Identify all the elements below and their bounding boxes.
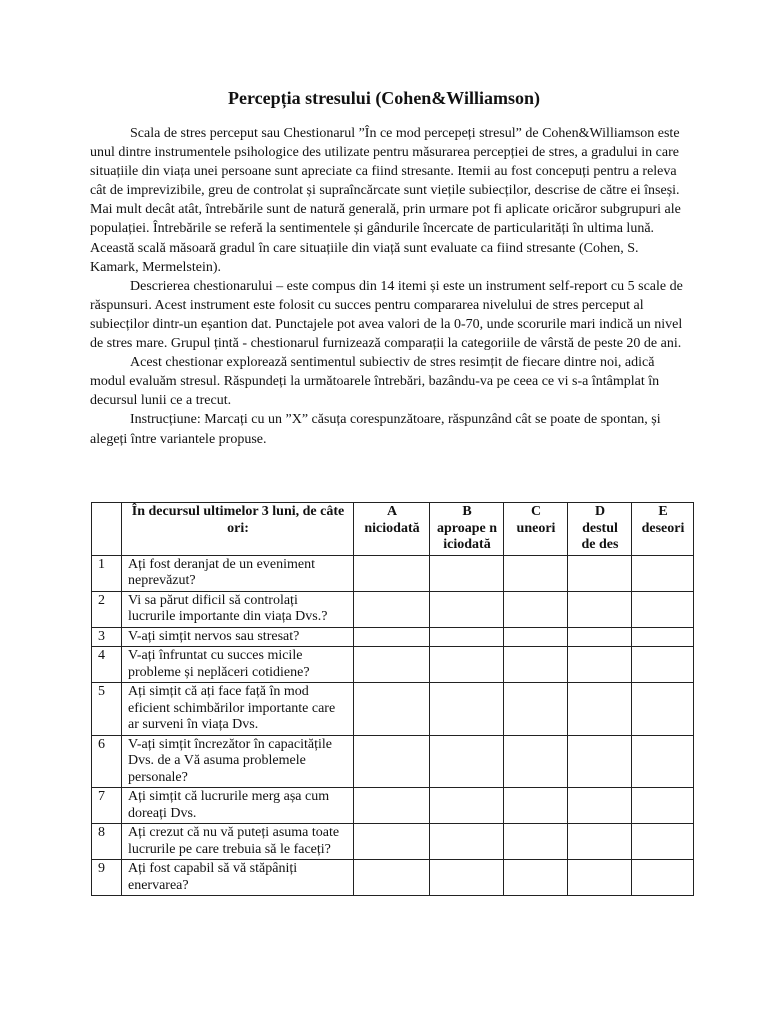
answer-cell-b[interactable]	[430, 683, 504, 736]
option-b-letter: B	[462, 504, 472, 519]
answer-cell-e[interactable]	[632, 555, 694, 591]
row-number: 9	[92, 860, 122, 896]
answer-cell-e[interactable]	[632, 824, 694, 860]
option-c-label: uneori	[516, 520, 556, 536]
answer-cell-c[interactable]	[504, 824, 568, 860]
header-option-c	[504, 503, 568, 556]
row-number: 7	[92, 788, 122, 824]
answer-cell-d[interactable]	[568, 788, 632, 824]
table-row	[92, 627, 694, 647]
header-option-b	[430, 503, 504, 556]
answer-cell-b[interactable]	[430, 555, 504, 591]
answer-cell-a[interactable]	[354, 860, 430, 896]
row-question: V-ați simțit nervos sau stresat?	[122, 627, 354, 647]
answer-cell-d[interactable]	[568, 683, 632, 736]
option-a-label: niciodată	[364, 520, 420, 536]
row-question: Ați crezut că nu vă puteți asuma toate lucrurile pe care trebuia să le faceți?	[122, 824, 354, 860]
option-a-letter: A	[386, 504, 398, 519]
row-question: V-ați simțit încrezător în capacitățile Dvs. de a Vă asuma problemele personale?	[122, 735, 354, 788]
answer-cell-c[interactable]	[504, 627, 568, 647]
survey-table	[91, 502, 694, 896]
row-question: Ați fost deranjat de un eveniment neprevăzut?	[122, 555, 354, 591]
row-question: Ați simțit că ați face față în mod eficient schimbărilor importante care ar surveni în viața Dvs.	[122, 683, 354, 736]
answer-cell-c[interactable]	[504, 647, 568, 683]
answer-cell-c[interactable]	[504, 788, 568, 824]
row-number: 6	[92, 735, 122, 788]
row-number: 1	[92, 555, 122, 591]
exploration-paragraph: Acest chestionar explorează sentimentul subiectiv de stres resimțit de fiecare dintre noi, adică modul evaluăm stresul. Răspundeți la următoarele întrebări, bazându-va pe ceea ce vi s-a întâmplat în decursul lunii ce a trecut.	[90, 355, 660, 409]
table-row	[92, 735, 694, 788]
instruction-paragraph: Instrucțiune: Marcați cu un ”X” căsuța corespunzătoare, răspunzând cât se poate de spontan, și alegeți între variantele propuse.	[90, 412, 661, 447]
header-question-cell: În decursul ultimelor 3 luni, de câte ori:	[122, 503, 354, 556]
option-e-label: deseori	[641, 520, 685, 536]
answer-cell-d[interactable]	[568, 860, 632, 896]
row-question: Vi sa părut dificil să controlați lucrurile importante din viața Dvs.?	[122, 591, 354, 627]
row-number: 2	[92, 591, 122, 627]
answer-cell-e[interactable]	[632, 860, 694, 896]
answer-cell-d[interactable]	[568, 647, 632, 683]
answer-cell-b[interactable]	[430, 788, 504, 824]
answer-cell-e[interactable]	[632, 591, 694, 627]
answer-cell-d[interactable]	[568, 824, 632, 860]
answer-cell-b[interactable]	[430, 860, 504, 896]
row-number: 5	[92, 683, 122, 736]
answer-cell-c[interactable]	[504, 555, 568, 591]
option-d-label: destul de des	[581, 520, 619, 552]
answer-cell-b[interactable]	[430, 735, 504, 788]
answer-cell-a[interactable]	[354, 555, 430, 591]
answer-cell-b[interactable]	[430, 591, 504, 627]
answer-cell-e[interactable]	[632, 683, 694, 736]
header-number-cell	[92, 503, 122, 556]
answer-cell-a[interactable]	[354, 824, 430, 860]
answer-cell-e[interactable]	[632, 627, 694, 647]
answer-cell-d[interactable]	[568, 735, 632, 788]
header-option-a	[354, 503, 430, 556]
intro-paragraph: Scala de stres perceput sau Chestionarul ”În ce mod percepeți stresul” de Cohen&Williamson este unul dintre instrumentele psihologice des utilizate pentru măsurarea percepției de stres, a gradului in care situațiile din viața unei persoane sunt apreciate ca fiind stresante. Itemii au fost concepuți pentru a releva cât de imprevizibile, greu de controlat și supraîncărcate sunt viețile subiecților, descrise de către ei înseși. Mai mult decât atât, întrebările sunt de natură generală, prin urmare pot fi aplicate oricăror subgrupuri ale populației. Întrebările se referă la sentimentele și gândurile încercate de particularități în ultima lună. Această scală măsoară gradul în care situațiile din viață sunt evaluate ca fiind stresante (Cohen, S. Kamark, Mermelstein).	[90, 126, 681, 275]
answer-cell-b[interactable]	[430, 627, 504, 647]
table-header-row	[92, 503, 694, 556]
table-row	[92, 824, 694, 860]
document-title: Percepția stresului (Cohen&Williamson)	[228, 88, 540, 108]
answer-cell-a[interactable]	[354, 627, 430, 647]
row-number: 4	[92, 647, 122, 683]
answer-cell-b[interactable]	[430, 824, 504, 860]
header-option-e	[632, 503, 694, 556]
option-e-letter: E	[658, 504, 668, 519]
answer-cell-b[interactable]	[430, 647, 504, 683]
answer-cell-e[interactable]	[632, 735, 694, 788]
answer-cell-a[interactable]	[354, 647, 430, 683]
table-row	[92, 683, 694, 736]
answer-cell-c[interactable]	[504, 683, 568, 736]
answer-cell-c[interactable]	[504, 735, 568, 788]
row-number: 8	[92, 824, 122, 860]
row-question: V-ați înfruntat cu succes micile probleme și neplăceri cotidiene?	[122, 647, 354, 683]
answer-cell-d[interactable]	[568, 627, 632, 647]
table-row	[92, 647, 694, 683]
option-d-letter: D	[594, 504, 606, 519]
answer-cell-e[interactable]	[632, 647, 694, 683]
answer-cell-c[interactable]	[504, 860, 568, 896]
answer-cell-d[interactable]	[568, 555, 632, 591]
answer-cell-a[interactable]	[354, 735, 430, 788]
description-paragraph: Descrierea chestionarului – este compus din 14 itemi și este un instrument self-report cu 5 scale de răspunsuri. Acest instrument este folosit cu succes pentru compararea nivelului de stres perceput al subiecților dintr-un eșantion dat. Punctajele pot avea valori de la 0-70, unde scorurile mari indică un nivel de stres mare. Grupul țintă - chestionarul furnizează comparații la categoriile de vârstă de peste 20 de ani.	[90, 278, 683, 352]
row-number: 3	[92, 627, 122, 647]
answer-cell-e[interactable]	[632, 788, 694, 824]
answer-cell-a[interactable]	[354, 788, 430, 824]
row-question: Ați fost capabil să vă stăpâniți enervarea?	[122, 860, 354, 896]
header-option-d	[568, 503, 632, 556]
row-question: Ați simțit că lucrurile merg așa cum doreați Dvs.	[122, 788, 354, 824]
table-row	[92, 860, 694, 896]
answer-cell-c[interactable]	[504, 591, 568, 627]
option-c-letter: C	[530, 504, 542, 519]
answer-cell-d[interactable]	[568, 591, 632, 627]
answer-cell-a[interactable]	[354, 591, 430, 627]
table-row	[92, 788, 694, 824]
option-b-label: aproape niciodată	[436, 520, 498, 552]
table-row	[92, 591, 694, 627]
document-body	[90, 124, 684, 449]
answer-cell-a[interactable]	[354, 683, 430, 736]
table-row	[92, 555, 694, 591]
